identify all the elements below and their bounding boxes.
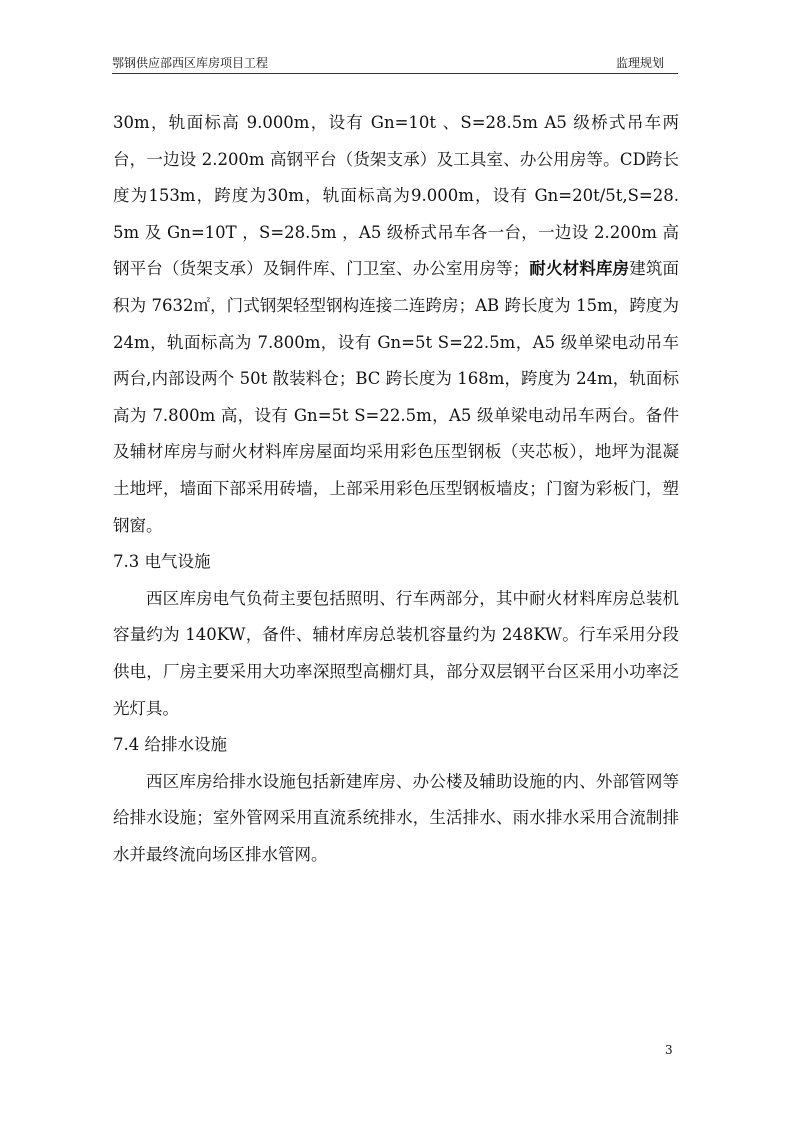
header-project-title: 鄂钢供应部西区库房项目工程 bbox=[112, 56, 269, 70]
page-header bbox=[112, 55, 678, 74]
section-heading-water-supply: 7.4 给排水设施 bbox=[113, 735, 227, 755]
bold-term-refractory-warehouse: 耐火材料库房 bbox=[529, 259, 630, 279]
paragraph-warehouse-structure bbox=[113, 105, 679, 544]
paragraph-electrical: 西区库房电气负荷主要包括照明、行车两部分，其中耐火材料库房总装机容量约为 140KW，备件、辅材库房总装机容量约为 248KW。行车采用分段供电，厂房主要采用大功率深照型高棚灯具，部分双层钢平台区采用小功率泛光灯具。 bbox=[113, 588, 679, 718]
document-body bbox=[113, 105, 679, 873]
paragraph-water-supply: 西区库房给排水设施包括新建库房、办公楼及辅助设施的内、外部管网等给排水设施；室外管网采用直流系统排水，生活排水、雨水排水采用合流制排水并最终流向场区排水管网。 bbox=[113, 771, 679, 864]
page-number: 3 bbox=[665, 1043, 673, 1057]
paragraph-text: 建筑面积为 7632㎡，门式钢架轻型钢构连接二连跨房；AB 跨长度为 15m，跨度为 24m，轨面标高为 7.800m，设有 Gn=5t S=22.5m，A5 级单梁电动吊车两台,内部设两个 50t 散装料仓；BC 跨长度为 168m，跨度为 24m，轨面标高为 7.800m 高，设有 Gn=5t S=22.5m，A5 级单梁电动吊车两台。备件及辅材库房与耐火材料库房屋面均采用彩色压型钢板（夹芯板），地坪为混凝土地坪，墙面下部采用砖墙，上部采用彩色压型钢板墙皮；门窗为彩板门，塑钢窗。 bbox=[113, 259, 680, 535]
header-document-type: 监理规划 bbox=[615, 56, 664, 70]
section-heading-electrical: 7.3 电气设施 bbox=[113, 552, 211, 572]
paragraph-text: 30m，轨面标高 9.000m，设有 Gn=10t 、S=28.5m A5 级桥式吊车两台，一边设 2.200m 高钢平台（货架支承）及工具室、办公用房等。CD跨长度为153m，跨度为30m，轨面标高为9.000m，设有 Gn=20t/5t,S=28. 5m 及 Gn=10T ，S=28.5m ，A5 级桥式吊车各一台，一边设 2.200m 高钢平台（货架支承）及铜件库、门卫室、办公室用房等； bbox=[113, 113, 679, 279]
